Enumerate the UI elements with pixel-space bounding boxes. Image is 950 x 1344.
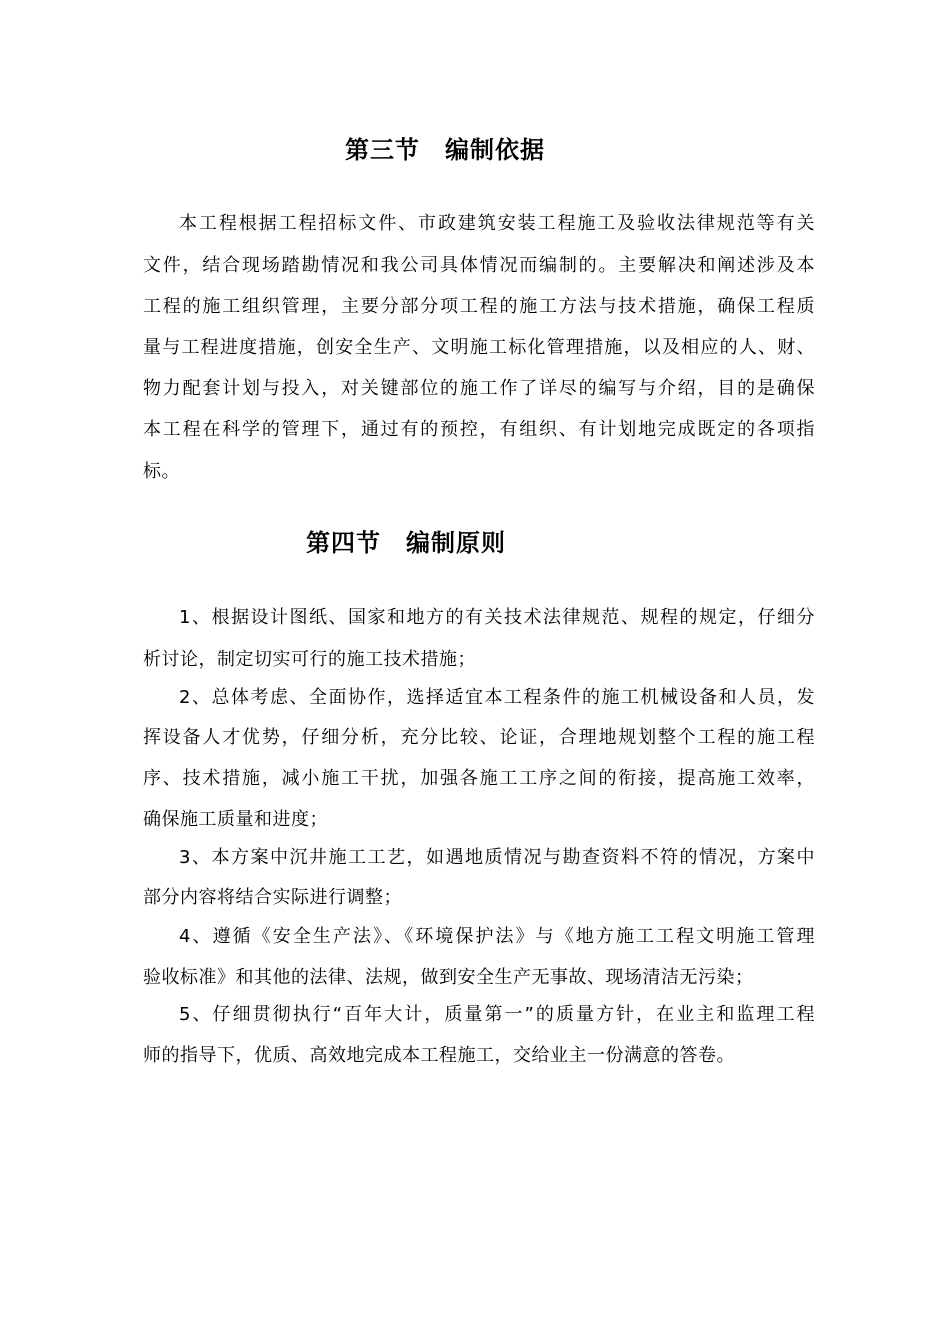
section-3-line: 工程的施工组织管理，主要分部分项工程的施工方法与技术措施，确保工程质 (143, 296, 815, 317)
principle-line: 师的指导下，优质、高效地完成本工程施工，交给业主一份满意的答卷。 (143, 1045, 735, 1066)
principle-line: 5、仔细贯彻执行“百年大计，质量第一”的质量方针，在业主和监理工程 (179, 1004, 815, 1025)
section-4-heading: 第四节 编制原则 (306, 529, 506, 557)
principle-line: 挥设备人才优势，仔细分析，充分比较、论证，合理地规划整个工程的施工程 (143, 727, 815, 748)
principle-line: 序、技术措施，减小施工干扰，加强各施工工序之间的衔接，提高施工效率， (143, 768, 815, 789)
section-3-line: 标。 (143, 461, 180, 482)
section-3-line: 本工程根据工程招标文件、市政建筑安装工程施工及验收法律规范等有关 (179, 213, 815, 234)
principle-line: 2、总体考虑、全面协作，选择适宜本工程条件的施工机械设备和人员，发 (179, 687, 815, 708)
principle-line: 4、遵循《安全生产法》、《环境保护法》与《地方施工工程文明施工管理 (179, 926, 815, 947)
section-3-line: 量与工程进度措施，创安全生产、文明施工标化管理措施，以及相应的人、财、 (143, 337, 815, 358)
principle-line: 3、本方案中沉井施工工艺，如遇地质情况与勘查资料不符的情况，方案中 (179, 847, 815, 868)
section-3-line: 本工程在科学的管理下，通过有的预控，有组织、有计划地完成既定的各项指 (143, 419, 815, 440)
principle-line: 析讨论，制定切实可行的施工技术措施； (143, 649, 476, 670)
principle-line: 部分内容将结合实际进行调整； (143, 887, 402, 908)
principle-line: 验收标准》和其他的法律、法规，做到安全生产无事故、现场清洁无污染； (143, 967, 754, 988)
section-3-line: 物力配套计划与投入，对关键部位的施工作了详尽的编写与介绍，目的是确保 (143, 378, 815, 399)
principle-line: 1、根据设计图纸、国家和地方的有关技术法律规范、规程的规定，仔细分 (179, 607, 815, 628)
principle-line: 确保施工质量和进度； (143, 809, 328, 830)
section-3-heading: 第三节 编制依据 (345, 136, 545, 164)
section-3-line: 文件，结合现场踏勘情况和我公司具体情况而编制的。主要解决和阐述涉及本 (143, 255, 815, 276)
